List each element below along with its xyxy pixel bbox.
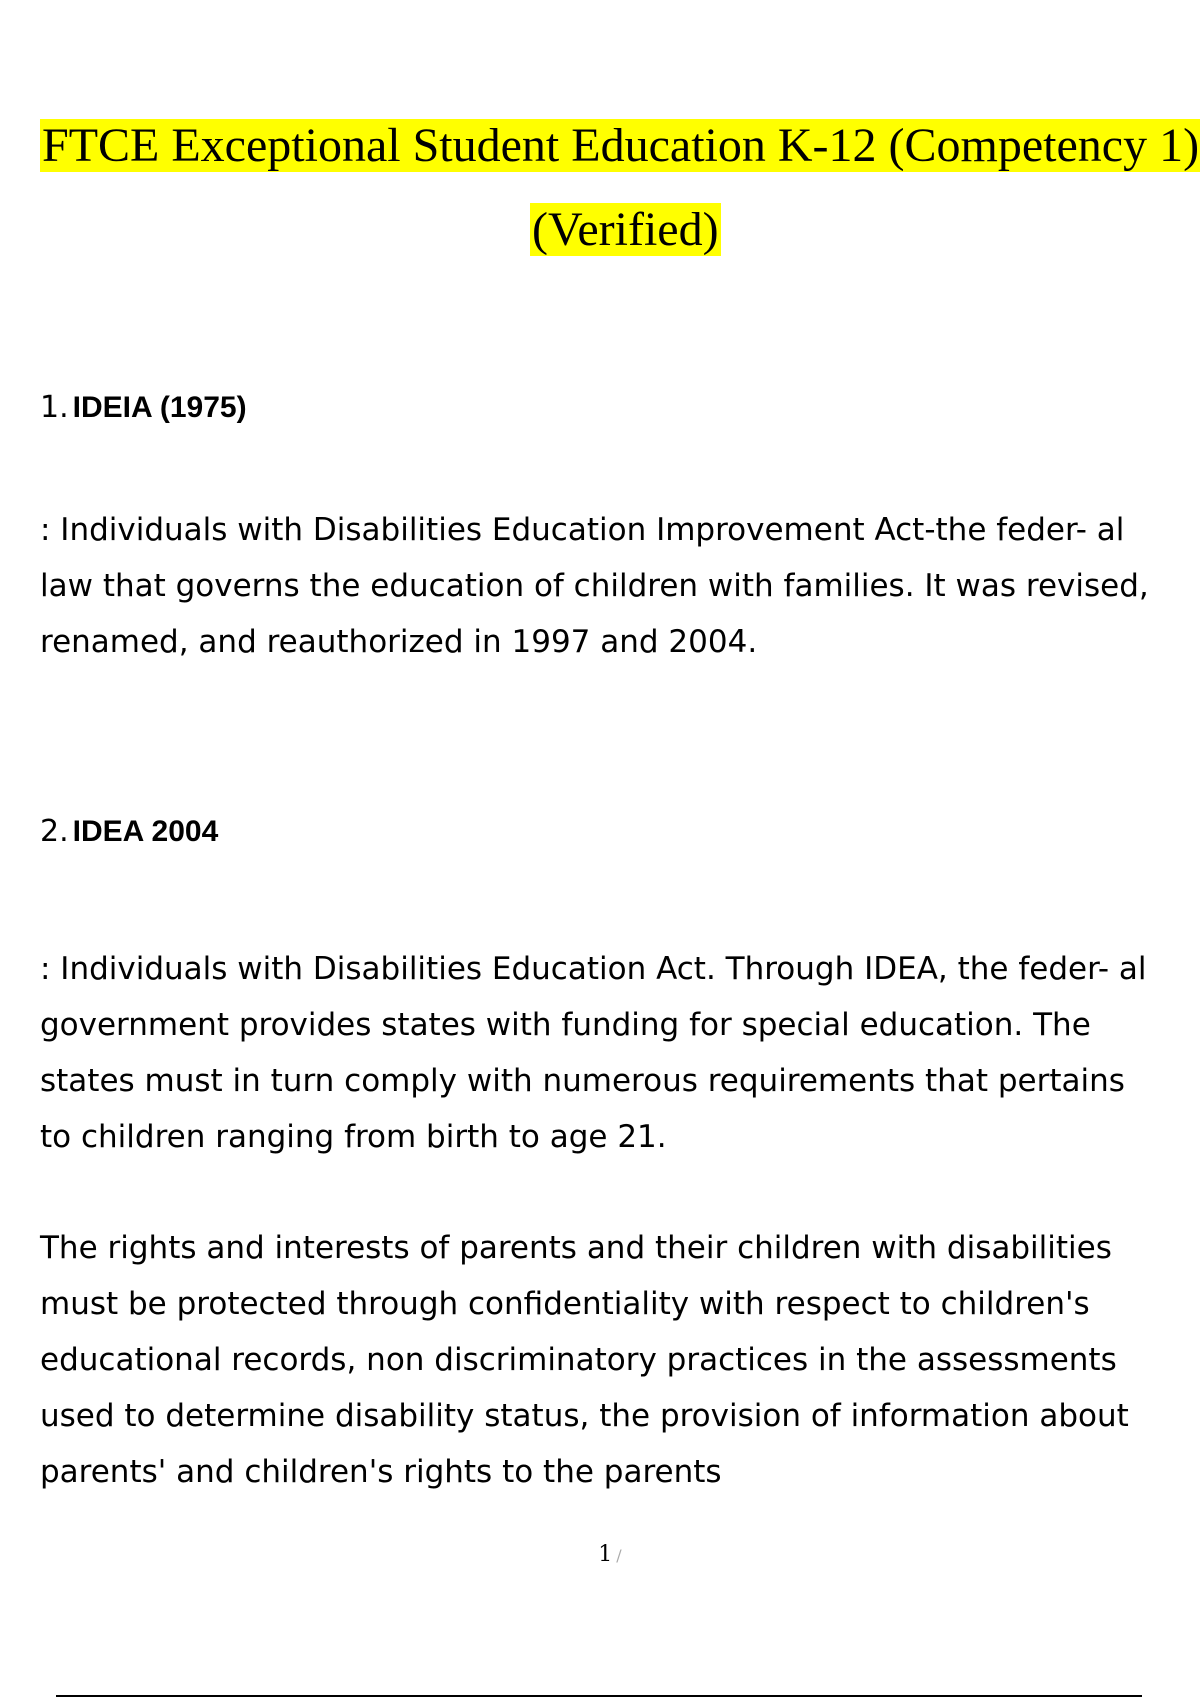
answer-line: parents' and children's rights to the parents (40, 1454, 722, 1490)
answer-line: must be protected through confidentiality with respect to children's (40, 1286, 1090, 1322)
page-number-separator: / (616, 1546, 622, 1565)
question-heading-2 (40, 812, 218, 852)
answer-line: to children ranging from birth to age 21. (40, 1119, 667, 1155)
answer-line: The rights and interests of parents and their children with disabilities (40, 1230, 1112, 1266)
title-highlight: FTCE Exceptional Student Education K-12 (Competency 1) (42, 119, 1200, 172)
question-term: IDEA 2004 (72, 815, 219, 848)
answer-paragraph-1 (40, 502, 1200, 670)
answer-paragraph-2 (40, 941, 1200, 1165)
answer-line: renamed, and reauthorized in 1997 and 2004. (40, 624, 758, 660)
answer-line: used to determine disability status, the provision of information about (40, 1398, 1129, 1434)
document-title-line-2 (530, 200, 721, 260)
answer-continuation-paragraph (40, 1220, 1200, 1500)
title-highlight: (Verified) (532, 203, 719, 256)
page-number-value: 1 (598, 1542, 613, 1567)
answer-line: law that governs the education of children with families. It was revised, (40, 568, 1149, 604)
question-term: IDEIA (1975) (72, 391, 247, 424)
answer-line: states must in turn comply with numerous requirements that pertains (40, 1063, 1125, 1099)
answer-line: government provides states with funding for special education. The (40, 1007, 1091, 1043)
answer-line: : Individuals with Disabilities Education Improvement Act-the feder- al (40, 512, 1125, 548)
page-number (0, 1540, 1200, 1571)
answer-line: : Individuals with Disabilities Education Act. Through IDEA, the feder- al (40, 951, 1147, 987)
question-heading-1 (40, 388, 247, 428)
page-bottom-rule (56, 1695, 1142, 1697)
document-title-line-1 (40, 116, 1200, 176)
question-number: 2. (40, 814, 69, 849)
question-number: 1. (40, 390, 69, 425)
answer-line: educational records, non discriminatory practices in the assessments (40, 1342, 1117, 1378)
